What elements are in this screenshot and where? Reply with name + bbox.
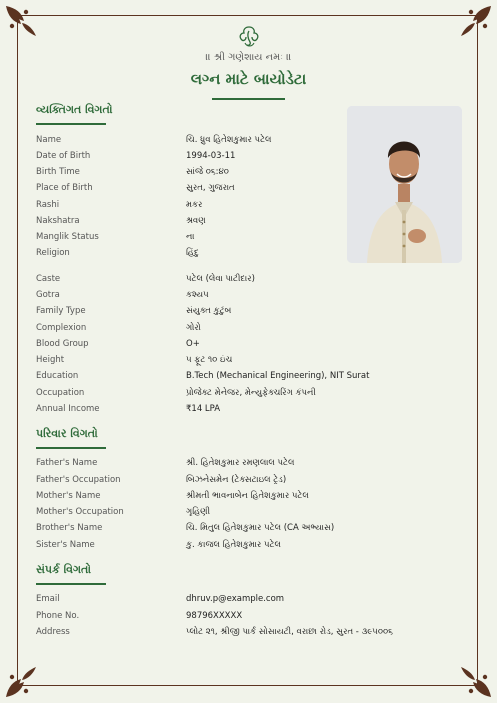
detail-value: કશ્યપ [186,290,209,300]
section-underline [36,123,106,125]
detail-value: O+ [186,339,200,349]
detail-value: સંયુક્ત કુટુંબ [186,306,232,316]
section-underline [36,583,106,585]
invocation-text: ॥ શ્રી ગણેશાય નમઃ ॥ [205,52,292,63]
detail-label: Nakshatra [36,216,80,226]
detail-label: Occupation [36,388,85,398]
detail-label: Education [36,371,79,381]
detail-label: Gotra [36,290,60,300]
detail-value: મકર [186,200,203,210]
detail-label: Rashi [36,200,60,210]
detail-value: ₹14 LPA [186,404,221,414]
detail-value[interactable]: dhruv.p@example.com [186,594,285,604]
detail-value: ચિ. મિતુલ હિતેશકુમાર પટેલ (CA અભ્યાસ) [186,523,335,533]
detail-value: સુરત, ગુજરાત [186,183,235,193]
detail-label: Address [36,627,70,637]
detail-value: શ્રવણ [186,216,206,226]
detail-label: Date of Birth [36,151,91,161]
detail-value: 1994-03-11 [186,151,236,161]
detail-value: ના [186,232,195,242]
detail-label: Father's Name [36,458,98,468]
detail-value: ૫ ફૂટ ૧૦ ઇંચ [186,355,233,365]
corner-ornament-icon [459,665,493,699]
detail-value: શ્રીમતી ભાવનાબેન હિતેશકુમાર પટેલ [186,491,309,501]
detail-label: Height [36,355,65,365]
detail-label: Name [36,135,62,145]
detail-value: હિંદુ [186,248,199,258]
detail-value[interactable]: 98796XXXXX [186,611,243,621]
detail-label: Caste [36,274,61,284]
detail-label: Annual Income [36,404,100,414]
detail-label: Mother's Occupation [36,507,124,517]
detail-value: B.Tech (Mechanical Engineering), NIT Surat [186,371,370,381]
detail-value: ગૃહિણી [186,507,211,517]
section-underline [36,447,106,449]
detail-label: Family Type [36,306,86,316]
detail-label: Religion [36,248,70,258]
detail-label: Manglik Status [36,232,99,242]
title-underline [212,98,285,100]
detail-value: ચિ. ધ્રુવ હિતેશકુમાર પટેલ [186,135,272,145]
detail-label: Phone No. [36,611,80,621]
profile-photo [347,106,462,263]
detail-value: કુ. કાજલ હિતેશકુમાર પટેલ [186,540,281,550]
detail-value: પ્રોજેક્ટ મેનેજર, મેન્યુફેક્ચરિંગ કંપની [186,388,316,398]
page-title: લગ્ન માટે બાયોડેટા [190,70,307,88]
corner-ornament-icon [4,665,38,699]
section-title-family: પરિવાર વિગતો [36,427,98,440]
corner-ornament-icon [4,4,38,38]
detail-label: Sister's Name [36,540,95,550]
detail-value: ગોરો [186,323,201,333]
section-title-personal: વ્યક્તિગત વિગતો [36,103,113,116]
detail-label: Mother's Name [36,491,101,501]
detail-label: Birth Time [36,167,80,177]
detail-value: પટેલ (લેવા પાટીદાર) [186,274,255,284]
section-title-contact: સંપર્ક વિગતો [36,563,92,576]
detail-label: Blood Group [36,339,89,349]
detail-label: Place of Birth [36,183,93,193]
detail-label: Father's Occupation [36,475,121,485]
detail-label: Brother's Name [36,523,103,533]
detail-value: શ્રી. હિતેશકુમાર રમણલાલ પટેલ [186,458,295,468]
detail-value[interactable]: પ્લોટ ૨૧, શ્રીજી પાર્ક સોસાયટી, વરાછા રોડ, સુરત - ૩૯૫૦૦૬ [186,627,393,637]
detail-label: Complexion [36,323,87,333]
detail-label: Email [36,594,60,604]
corner-ornament-icon [459,4,493,38]
ganesha-icon [236,25,262,49]
detail-value: બિઝનેસમેન (ટેક્સટાઇલ ટ્રેડ) [186,475,287,485]
detail-value: સાંજે ૦૬:૪૦ [186,167,229,177]
